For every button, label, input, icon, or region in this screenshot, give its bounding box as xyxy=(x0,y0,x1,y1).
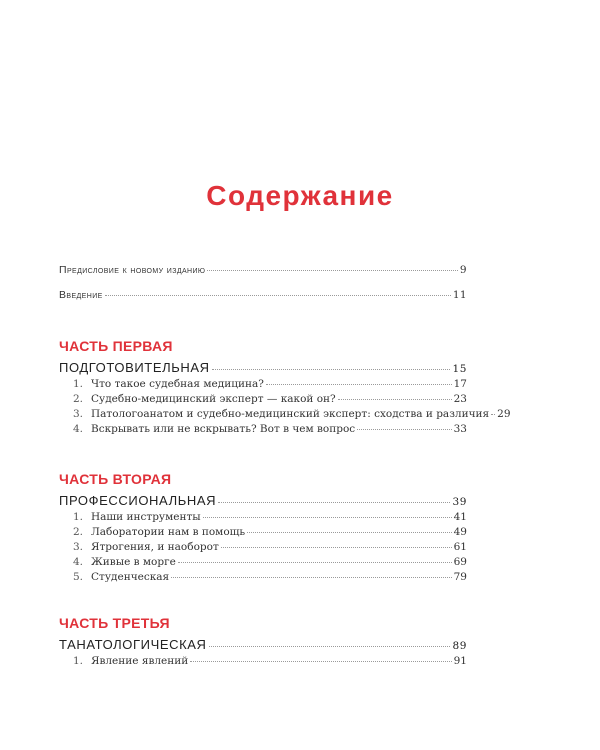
leader-dots xyxy=(491,414,495,415)
part-heading: ЧАСТЬ ПЕРВАЯ xyxy=(59,338,173,354)
entry-label: ПОДГОТОВИТЕЛЬНАЯ xyxy=(59,360,210,375)
entry-page: 33 xyxy=(453,423,467,435)
leader-dots xyxy=(218,502,450,503)
leader-dots xyxy=(338,399,452,400)
entry-label: Явление явлений xyxy=(91,655,189,667)
entry-page: 41 xyxy=(453,511,467,523)
leader-dots xyxy=(190,661,451,662)
entry-label: Введение xyxy=(59,289,103,301)
entry-label: Судебно-медицинский эксперт — какой он? xyxy=(91,393,336,405)
leader-dots xyxy=(221,547,452,548)
entry-page: 91 xyxy=(453,655,467,667)
toc-entry-chapter[interactable] xyxy=(59,526,467,538)
toc-entry-part-title[interactable] xyxy=(59,360,467,375)
chapter-number: 3. xyxy=(72,541,83,553)
leader-dots xyxy=(203,517,452,518)
entry-label: Студенческая xyxy=(91,571,170,583)
leader-dots xyxy=(178,562,452,563)
front-matter-intro xyxy=(59,289,467,301)
part-heading: ЧАСТЬ ТРЕТЬЯ xyxy=(59,615,170,631)
entry-label: Наши инструменты xyxy=(91,511,201,523)
part-3 xyxy=(59,615,467,667)
entry-page: 15 xyxy=(452,363,467,375)
toc-entry-chapter[interactable] xyxy=(59,378,467,390)
entry-page: 69 xyxy=(453,556,467,568)
leader-dots xyxy=(105,295,451,296)
toc-entry-intro[interactable] xyxy=(59,289,467,301)
chapter-number: 2. xyxy=(72,393,83,405)
entry-label: Вскрывать или не вскрывать? Вот в чем вопрос xyxy=(91,423,356,435)
part-2 xyxy=(59,471,467,583)
chapter-number: 2. xyxy=(72,526,83,538)
page-title: Содержание xyxy=(206,180,394,211)
entry-label: Ятрогения, и наоборот xyxy=(91,541,219,553)
chapter-number: 3. xyxy=(72,408,83,420)
entry-page: 23 xyxy=(453,393,467,405)
entry-label: Лаборатории нам в помощь xyxy=(91,526,246,538)
toc-entry-preface[interactable] xyxy=(59,264,467,276)
entry-page: 29 xyxy=(497,408,511,420)
part-1 xyxy=(59,338,511,435)
leader-dots xyxy=(357,429,451,430)
entry-label: Предисловие к новому изданию xyxy=(59,264,206,276)
entry-page: 17 xyxy=(453,378,467,390)
entry-page: 61 xyxy=(453,541,467,553)
entry-label: Что такое судебная медицина? xyxy=(91,378,264,390)
entry-label: ТАНАТОЛОГИЧЕСКАЯ xyxy=(59,637,207,652)
toc-entry-chapter[interactable] xyxy=(59,393,467,405)
front-matter xyxy=(59,264,467,276)
leader-dots xyxy=(212,369,451,370)
toc-entry-chapter[interactable] xyxy=(59,408,511,420)
entry-page: 49 xyxy=(453,526,467,538)
chapter-number: 5. xyxy=(72,571,83,583)
chapter-number: 4. xyxy=(72,423,83,435)
entry-page: 9 xyxy=(459,264,467,276)
toc-entry-chapter[interactable] xyxy=(59,655,467,667)
entry-page: 39 xyxy=(452,496,467,508)
part-heading: ЧАСТЬ ВТОРАЯ xyxy=(59,471,172,487)
entry-page: 89 xyxy=(452,640,467,652)
entry-label: ПРОФЕССИОНАЛЬНАЯ xyxy=(59,493,217,508)
leader-dots xyxy=(171,577,451,578)
toc-entry-chapter[interactable] xyxy=(59,571,467,583)
leader-dots xyxy=(209,646,451,647)
toc-entry-chapter[interactable] xyxy=(59,556,467,568)
chapter-number: 1. xyxy=(72,655,83,667)
leader-dots xyxy=(266,384,452,385)
entry-label: Патологоанатом и судебно-медицинский эксперт: сходства и различия xyxy=(91,408,490,420)
toc-entry-part-title[interactable] xyxy=(59,493,467,508)
entry-label: Живые в морге xyxy=(91,556,176,568)
leader-dots xyxy=(207,270,458,271)
chapter-number: 1. xyxy=(72,378,83,390)
entry-page: 11 xyxy=(452,289,467,301)
toc-entry-chapter[interactable] xyxy=(59,423,467,435)
toc-entry-chapter[interactable] xyxy=(59,511,467,523)
toc-entry-part-title[interactable] xyxy=(59,637,467,652)
entry-page: 79 xyxy=(453,571,467,583)
leader-dots xyxy=(247,532,451,533)
toc-entry-chapter[interactable] xyxy=(59,541,467,553)
chapter-number: 1. xyxy=(72,511,83,523)
chapter-number: 4. xyxy=(72,556,83,568)
